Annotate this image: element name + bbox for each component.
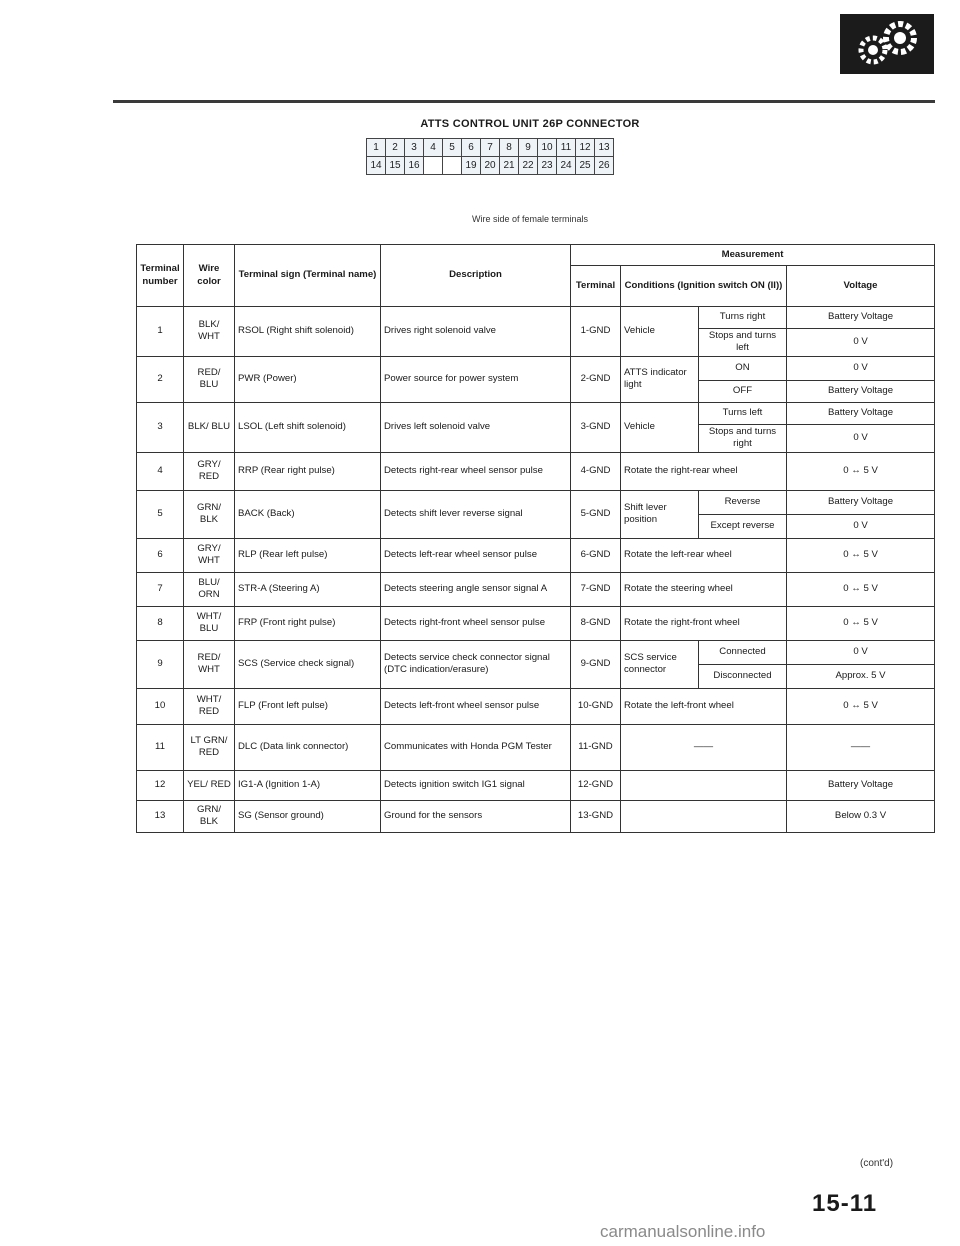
- terminal-number: 11: [137, 724, 184, 770]
- voltage: 0 V: [787, 514, 935, 538]
- wire-color: WHT/ RED: [184, 688, 235, 724]
- description: Communicates with Honda PGM Tester: [381, 724, 571, 770]
- connector-pin: 14: [367, 157, 386, 175]
- connector-pin: 13: [595, 139, 614, 157]
- connector-pin: 19: [462, 157, 481, 175]
- header-measurement: Measurement: [571, 245, 935, 266]
- description: Power source for power system: [381, 356, 571, 402]
- connector-pin: 25: [576, 157, 595, 175]
- measurement-terminal: 1-GND: [571, 307, 621, 357]
- terminal-number: 8: [137, 606, 184, 640]
- table-row: [137, 307, 935, 329]
- measurement-terminal: 5-GND: [571, 490, 621, 538]
- terminal-number: 3: [137, 402, 184, 452]
- measurement-terminal: 4-GND: [571, 452, 621, 490]
- table-row: [137, 606, 935, 640]
- condition-main: Vehicle: [621, 307, 699, 357]
- condition-sub: Except reverse: [699, 514, 787, 538]
- terminal-number: 4: [137, 452, 184, 490]
- measurement-terminal: 2-GND: [571, 356, 621, 402]
- wire-color: LT GRN/ RED: [184, 724, 235, 770]
- connector-pin: [443, 157, 462, 175]
- header-description: Description: [381, 245, 571, 307]
- connector-pin: 5: [443, 139, 462, 157]
- condition: Rotate the steering wheel: [621, 572, 787, 606]
- condition-sub: Reverse: [699, 490, 787, 514]
- terminal-sign: RSOL (Right shift solenoid): [235, 307, 381, 357]
- condition-sub: Stops and turns right: [699, 424, 787, 452]
- connector-pin: 24: [557, 157, 576, 175]
- description: Detects ignition switch IG1 signal: [381, 770, 571, 800]
- wire-color: GRN/ BLK: [184, 800, 235, 832]
- condition: [621, 800, 787, 832]
- condition-sub: Turns left: [699, 402, 787, 424]
- connector-pin: 2: [386, 139, 405, 157]
- condition-sub: ON: [699, 356, 787, 380]
- voltage: 0 V: [787, 329, 935, 357]
- voltage: Battery Voltage: [787, 307, 935, 329]
- table-row: [137, 452, 935, 490]
- header-terminal-sign: Terminal sign (Terminal name): [235, 245, 381, 307]
- voltage: Battery Voltage: [787, 770, 935, 800]
- connector-pin: 23: [538, 157, 557, 175]
- table-row: [137, 402, 935, 424]
- connector-pin: 10: [538, 139, 557, 157]
- description: Detects right-front wheel sensor pulse: [381, 606, 571, 640]
- connector-pin: 26: [595, 157, 614, 175]
- description: Drives left solenoid valve: [381, 402, 571, 452]
- measurement-terminal: 3-GND: [571, 402, 621, 452]
- measurement-terminal: 6-GND: [571, 538, 621, 572]
- table-row: [137, 724, 935, 770]
- connector-pin: 8: [500, 139, 519, 157]
- voltage: ——: [787, 724, 935, 770]
- measurement-terminal: 9-GND: [571, 640, 621, 688]
- terminal-sign: RRP (Rear right pulse): [235, 452, 381, 490]
- connector-pin: [424, 157, 443, 175]
- terminal-sign: DLC (Data link connector): [235, 724, 381, 770]
- condition: ——: [621, 724, 787, 770]
- connector-pin: 21: [500, 157, 519, 175]
- table-row: [137, 538, 935, 572]
- header-conditions: Conditions (Ignition switch ON (II)): [621, 266, 787, 307]
- continued-note: (cont'd): [860, 1158, 894, 1169]
- terminal-number: 5: [137, 490, 184, 538]
- voltage: 0 V: [787, 424, 935, 452]
- voltage: 0 V: [787, 356, 935, 380]
- terminal-number: 12: [137, 770, 184, 800]
- condition-sub: OFF: [699, 380, 787, 402]
- description: Detects left-front wheel sensor pulse: [381, 688, 571, 724]
- wire-color: GRN/ BLK: [184, 490, 235, 538]
- terminal-number: 6: [137, 538, 184, 572]
- header-rule: [113, 100, 935, 103]
- description: Detects steering angle sensor signal A: [381, 572, 571, 606]
- wire-color: YEL/ RED: [184, 770, 235, 800]
- condition: Rotate the left-rear wheel: [621, 538, 787, 572]
- description: Detects right-rear wheel sensor pulse: [381, 452, 571, 490]
- voltage: 0 ↔ 5 V: [787, 572, 935, 606]
- wire-color: RED/ BLU: [184, 356, 235, 402]
- connector-pin: 1: [367, 139, 386, 157]
- table-row: [137, 770, 935, 800]
- terminal-number: 7: [137, 572, 184, 606]
- condition: [621, 770, 787, 800]
- condition-sub: Turns right: [699, 307, 787, 329]
- table-row: [137, 688, 935, 724]
- terminal-sign: RLP (Rear left pulse): [235, 538, 381, 572]
- condition-sub: Stops and turns left: [699, 329, 787, 357]
- measurement-terminal: 13-GND: [571, 800, 621, 832]
- terminal-sign: STR-A (Steering A): [235, 572, 381, 606]
- voltage: 0 ↔ 5 V: [787, 452, 935, 490]
- terminal-sign: SCS (Service check signal): [235, 640, 381, 688]
- terminal-sign: PWR (Power): [235, 356, 381, 402]
- condition-sub: Disconnected: [699, 664, 787, 688]
- description: Drives right solenoid valve: [381, 307, 571, 357]
- connector-pin: 15: [386, 157, 405, 175]
- connector-pin: 20: [481, 157, 500, 175]
- section-gear-icon: [840, 14, 934, 74]
- measurement-terminal: 11-GND: [571, 724, 621, 770]
- voltage: 0 V: [787, 640, 935, 664]
- voltage: Battery Voltage: [787, 490, 935, 514]
- table-row: [137, 800, 935, 832]
- header-voltage: Voltage: [787, 266, 935, 307]
- voltage: 0 ↔ 5 V: [787, 688, 935, 724]
- measurement-terminal: 10-GND: [571, 688, 621, 724]
- condition: Rotate the right-rear wheel: [621, 452, 787, 490]
- condition-main: Vehicle: [621, 402, 699, 452]
- condition: Rotate the left-front wheel: [621, 688, 787, 724]
- description: Ground for the sensors: [381, 800, 571, 832]
- wire-color: BLK/ WHT: [184, 307, 235, 357]
- wire-color: GRY/ RED: [184, 452, 235, 490]
- voltage: 0 ↔ 5 V: [787, 538, 935, 572]
- wire-color: GRY/ WHT: [184, 538, 235, 572]
- connector-pin: 7: [481, 139, 500, 157]
- terminal-sign: SG (Sensor ground): [235, 800, 381, 832]
- connector-diagram: [366, 138, 614, 175]
- voltage: Battery Voltage: [787, 380, 935, 402]
- condition-sub: Connected: [699, 640, 787, 664]
- terminal-sign: LSOL (Left shift solenoid): [235, 402, 381, 452]
- condition-main: SCS service connector: [621, 640, 699, 688]
- terminal-number: 10: [137, 688, 184, 724]
- description: Detects left-rear wheel sensor pulse: [381, 538, 571, 572]
- terminal-number: 13: [137, 800, 184, 832]
- terminal-sign: FRP (Front right pulse): [235, 606, 381, 640]
- table-row: [137, 572, 935, 606]
- condition-main: ATTS indicator light: [621, 356, 699, 402]
- wire-color: WHT/ BLU: [184, 606, 235, 640]
- description: Detects shift lever reverse signal: [381, 490, 571, 538]
- watermark: carmanualsonline.info: [600, 1222, 766, 1241]
- table-row: [137, 640, 935, 664]
- condition: Rotate the right-front wheel: [621, 606, 787, 640]
- connector-pin: 22: [519, 157, 538, 175]
- connector-caption: Wire side of female terminals: [471, 214, 589, 224]
- connector-pin: 9: [519, 139, 538, 157]
- measurement-terminal: 8-GND: [571, 606, 621, 640]
- measurement-terminal: 7-GND: [571, 572, 621, 606]
- wire-color: BLU/ ORN: [184, 572, 235, 606]
- connector-pin: 6: [462, 139, 481, 157]
- measurement-terminal: 12-GND: [571, 770, 621, 800]
- table-row: [137, 356, 935, 380]
- terminal-sign: IG1-A (Ignition 1-A): [235, 770, 381, 800]
- terminal-number: 2: [137, 356, 184, 402]
- voltage: Battery Voltage: [787, 402, 935, 424]
- connector-pin: 12: [576, 139, 595, 157]
- table-row: [137, 490, 935, 514]
- header-terminal-number: Terminal number: [137, 245, 184, 307]
- description: Detects service check connector signal (DTC indication/erasure): [381, 640, 571, 688]
- connector-pin: 11: [557, 139, 576, 157]
- connector-pin: 3: [405, 139, 424, 157]
- page-number: 15-11: [812, 1190, 878, 1217]
- terminal-number: 1: [137, 307, 184, 357]
- header-terminal: Terminal: [571, 266, 621, 307]
- terminal-sign: BACK (Back): [235, 490, 381, 538]
- voltage: Below 0.3 V: [787, 800, 935, 832]
- terminal-sign: FLP (Front left pulse): [235, 688, 381, 724]
- condition-main: Shift lever position: [621, 490, 699, 538]
- connector-title: ATTS CONTROL UNIT 26P CONNECTOR: [420, 118, 640, 130]
- terminal-number: 9: [137, 640, 184, 688]
- voltage: Approx. 5 V: [787, 664, 935, 688]
- voltage: 0 ↔ 5 V: [787, 606, 935, 640]
- connector-pin: 4: [424, 139, 443, 157]
- header-wire-color: Wire color: [184, 245, 235, 307]
- wire-color: RED/ WHT: [184, 640, 235, 688]
- connector-pin: 16: [405, 157, 424, 175]
- terminal-table: [136, 244, 935, 833]
- wire-color: BLK/ BLU: [184, 402, 235, 452]
